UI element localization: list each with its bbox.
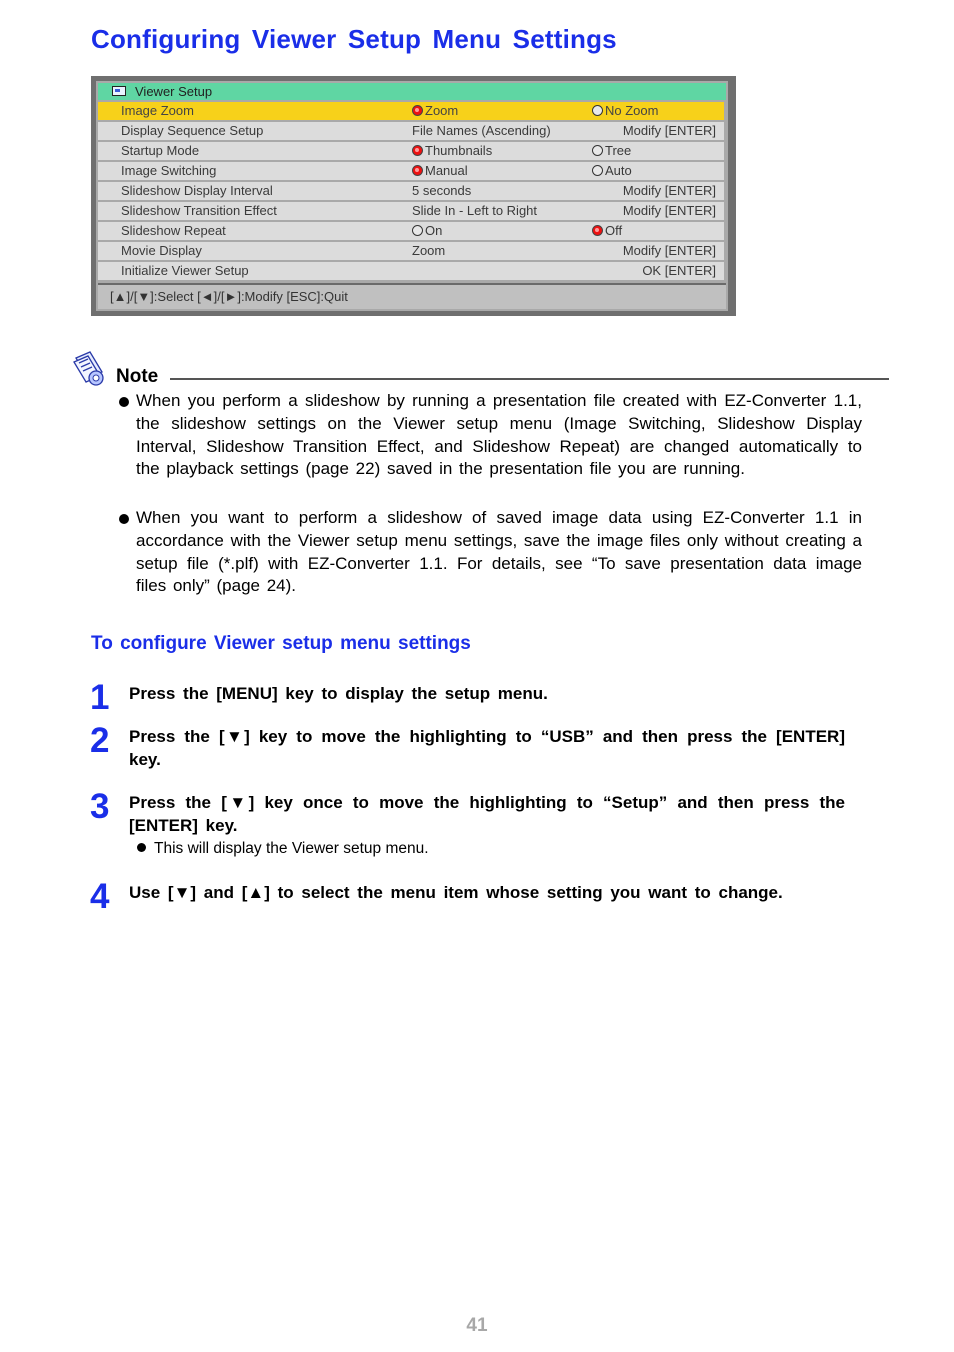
menu-row-slideshow-transition[interactable] <box>98 202 724 220</box>
step-number: 2 <box>90 721 110 760</box>
step-number: 1 <box>90 678 110 717</box>
menu-item-label: Startup Mode <box>121 143 200 158</box>
step-sub-text: This will display the Viewer setup menu. <box>154 840 429 857</box>
step-sub-bullet <box>137 840 429 858</box>
menu-row-slideshow-interval[interactable] <box>98 182 724 200</box>
menu-item-label: Display Sequence Setup <box>121 123 264 138</box>
radio-unchecked-icon <box>592 105 603 116</box>
bullet-icon <box>119 397 129 407</box>
note-bullet <box>117 507 862 598</box>
radio-option-2[interactable]: Off <box>592 222 622 240</box>
window-icon <box>112 86 126 96</box>
menu-item-value: 5 seconds <box>412 183 472 198</box>
note-bullet-text: When you perform a slideshow by running a presentation file created with EZ-Converter 1.1, the slideshow settings on the Viewer setup menu (Image Switching, Slideshow Display Interval, Slideshow Transition Effect, and Slideshow Repeat) are changed automatically to the playback settings (page 22) saved in the presentation file you are running. <box>136 391 862 479</box>
menu-footer <box>98 285 726 309</box>
radio-checked-icon <box>412 105 423 116</box>
menu-row-initialize[interactable] <box>98 262 724 280</box>
step-text: Press the [▼] key to move the highlighting to “USB” and then press the [ENTER] key. <box>129 727 845 769</box>
menu-item-label: Slideshow Display Interval <box>121 183 273 198</box>
menu-item-action: Modify [ENTER] <box>622 243 716 258</box>
radio-checked-icon <box>412 145 423 156</box>
page-title: Configuring Viewer Setup Menu Settings <box>91 24 617 54</box>
note-bullet <box>117 390 862 481</box>
note-divider <box>170 378 889 380</box>
menu-item-action: Modify [ENTER] <box>622 123 716 138</box>
menu-row-image-zoom[interactable] <box>98 102 724 120</box>
menu-item-label: Initialize Viewer Setup <box>121 263 249 278</box>
menu-item-action: Modify [ENTER] <box>622 183 716 198</box>
radio-option-2[interactable]: No Zoom <box>592 102 658 120</box>
radio-unchecked-icon <box>592 165 603 176</box>
radio-option-1[interactable]: Thumbnails <box>412 142 492 160</box>
radio-option-1[interactable]: Manual <box>412 162 468 180</box>
step-number: 3 <box>90 787 110 826</box>
menu-item-value: Slide In - Left to Right <box>412 203 538 218</box>
menu-row-movie-display[interactable] <box>98 242 724 260</box>
menu-row-display-sequence[interactable] <box>98 122 724 140</box>
viewer-setup-screenshot <box>91 76 736 316</box>
menu-header-label: Viewer Setup <box>135 84 213 99</box>
menu-header <box>98 83 726 100</box>
menu-item-action: Modify [ENTER] <box>622 203 716 218</box>
menu-item-label: Slideshow Transition Effect <box>121 203 277 218</box>
radio-checked-icon <box>412 165 423 176</box>
radio-unchecked-icon <box>592 145 603 156</box>
menu-item-label: Image Zoom <box>121 103 194 118</box>
radio-checked-icon <box>592 225 603 236</box>
menu-row-slideshow-repeat[interactable] <box>98 222 724 240</box>
note-icon <box>72 350 112 390</box>
procedure-heading: To configure Viewer setup menu settings <box>91 633 471 654</box>
viewer-setup-panel <box>96 81 728 311</box>
step-number: 4 <box>90 877 110 916</box>
menu-item-value: File Names (Ascending) <box>412 123 551 138</box>
menu-item-label: Image Switching <box>121 163 217 178</box>
menu-item-action: OK [ENTER] <box>642 263 716 278</box>
menu-item-label: Slideshow Repeat <box>121 223 226 238</box>
radio-option-1[interactable]: On <box>412 222 442 240</box>
step-text: Use [▼] and [▲] to select the menu item whose setting you want to change. <box>129 883 783 902</box>
note-bullet-text: When you want to perform a slideshow of saved image data using EZ-Converter 1.1 in accordance with the Viewer setup menu settings, save the image files only without creating a setup file (*.plf) with EZ-Converter 1.1. For details, see “To save presentation data image files only” (page 24). <box>136 508 863 596</box>
page-number: 41 <box>466 1315 488 1336</box>
menu-item-label: Movie Display <box>121 243 202 258</box>
menu-footer-hint: [▲]/[▼]:Select [◄]/[►]:Modify [ESC]:Quit <box>110 289 348 304</box>
menu-row-startup-mode[interactable] <box>98 142 724 160</box>
note-label: Note <box>116 366 159 387</box>
radio-unchecked-icon <box>412 225 423 236</box>
menu-row-image-switching[interactable] <box>98 162 724 180</box>
step-text: Press the [▼] key once to move the highlighting to “Setup” and then press the [ENTER] key. <box>129 793 845 835</box>
radio-option-2[interactable]: Tree <box>592 142 631 160</box>
bullet-icon <box>137 843 146 852</box>
step-text: Press the [MENU] key to display the setup menu. <box>129 684 548 703</box>
menu-item-value: Zoom <box>412 243 446 258</box>
bullet-icon <box>119 514 129 524</box>
radio-option-2[interactable]: Auto <box>592 162 632 180</box>
radio-option-1[interactable]: Zoom <box>412 102 458 120</box>
